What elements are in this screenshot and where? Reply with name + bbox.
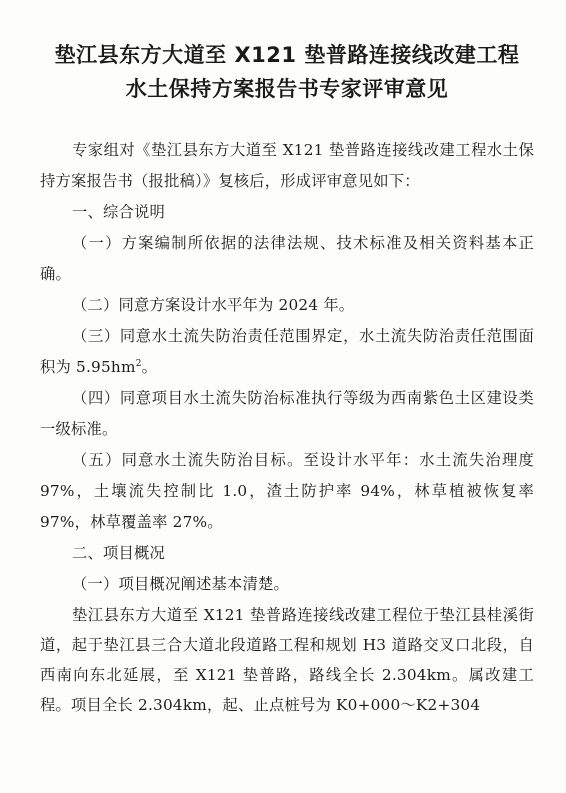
- document-title: [40, 38, 534, 106]
- document-body: [40, 135, 534, 720]
- title-line-2: 水土保持方案报告书专家评审意见: [125, 77, 449, 101]
- intro-paragraph: 专家组对《垫江县东方大道至 X121 垫普路连接线改建工程水土保持方案报告书（报批稿）》复核后，形成评审意见如下：: [40, 141, 534, 190]
- item-1-3: [40, 321, 534, 383]
- project-description: 垫江县东方大道至 X121 垫普路连接线改建工程位于垫江县桂溪街道，起于垫江县三合大道北段道路工程和规划 H3 道路交叉口北段，自西南向东北延展，至 X121 垫普路，路线全长 2.304km。属改建工程。项目全长 2.304km，起、止点桩号为 K0+000～K2+304: [40, 606, 534, 714]
- item-1-5: （五）同意水土流失防治目标。至设计水平年：水土流失治理度 97%，土壤流失控制比 1.0，渣土防护率 94%，林草植被恢复率 97%，林草覆盖率 27%。: [40, 451, 534, 531]
- item-2-1: （一）项目概况阐述基本清楚。: [72, 575, 289, 593]
- item-1-3-text: （三）同意水土流失防治责任范围界定，水土流失防治责任范围面积为 5.95hm: [40, 327, 534, 376]
- title-line-1: 垫江县东方大道至 X121 垫普路连接线改建工程: [54, 43, 520, 67]
- item-1-1: （一）方案编制所依据的法律法规、技术标准及相关资料基本正确。: [40, 234, 534, 283]
- section-heading-1: 一、综合说明: [72, 203, 165, 221]
- item-1-3-suffix: 。: [141, 358, 158, 376]
- item-1-4: （四）同意项目水土流失防治标准执行等级为西南紫色土区建设类一级标准。: [40, 389, 534, 438]
- item-1-2: （二）同意方案设计水平年为 2024 年。: [72, 296, 355, 314]
- area-unit-superscript: 2: [135, 358, 142, 369]
- section-heading-2: 二、项目概况: [72, 544, 165, 562]
